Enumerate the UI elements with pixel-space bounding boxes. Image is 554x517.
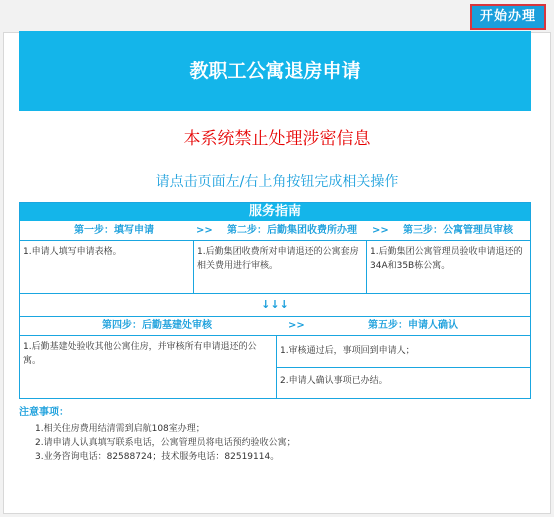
down-arrows: ↓↓↓ xyxy=(20,294,530,317)
step-3-desc: 1.后勤集团公寓管理员验收申请退还的34A和35B栋公寓。 xyxy=(370,247,523,271)
step-3-label: 第三步：公寓管理员审核 xyxy=(403,225,513,236)
step-2-label: 第二步：后勤集团收费所办理 xyxy=(227,225,357,236)
page-title-banner: 教职工公寓退房申请 xyxy=(19,31,531,111)
steps-desc-row-1 xyxy=(20,241,530,294)
step-5-desc-line-2: 2.申请人确认事项已办结。 xyxy=(280,376,388,386)
start-processing-button[interactable]: 开始办理 xyxy=(470,4,546,30)
step-5-label: 第五步：申请人确认 xyxy=(368,320,458,331)
security-warning: 本系统禁止处理涉密信息 xyxy=(183,129,371,149)
step-arrow-2: >> xyxy=(372,225,389,236)
service-guide-table xyxy=(19,202,531,399)
step-4-desc: 1.后勤基建处验收其他公寓住房，并审核所有申请退还的公寓。 xyxy=(23,342,257,366)
step-2-desc: 1.后勤集团收费所对申请退还的公寓套房相关费用进行审核。 xyxy=(197,247,359,271)
steps-row-2 xyxy=(20,317,530,336)
steps-row-1 xyxy=(20,222,530,241)
step-1-label: 第一步：填写申请 xyxy=(74,225,154,236)
steps-desc-row-2 xyxy=(20,336,530,398)
step-4-label: 第四步：后勤基建处审核 xyxy=(102,320,212,331)
notes-section xyxy=(19,403,296,464)
note-item: 3.业务咨询电话：82588724；技术服务电话：82519114。 xyxy=(35,452,280,462)
step-arrow-3: >> xyxy=(288,320,305,331)
notes-title: 注意事项： xyxy=(19,407,69,418)
step-arrow-1: >> xyxy=(196,225,213,236)
note-item: 2.请申请人认真填写联系电话，公寓管理员将电话预约验收公寓； xyxy=(35,438,296,448)
service-guide-title: 服务指南 xyxy=(20,203,530,221)
note-item: 1.相关住房费用结清需到启航108室办理； xyxy=(35,424,205,434)
operation-hint: 请点击页面左/右上角按钮完成相关操作 xyxy=(155,174,399,190)
step-5-desc-line-1: 1.审核通过后，事项回到申请人； xyxy=(280,346,415,356)
step-1-desc: 1.申请人填写申请表格。 xyxy=(23,247,122,257)
